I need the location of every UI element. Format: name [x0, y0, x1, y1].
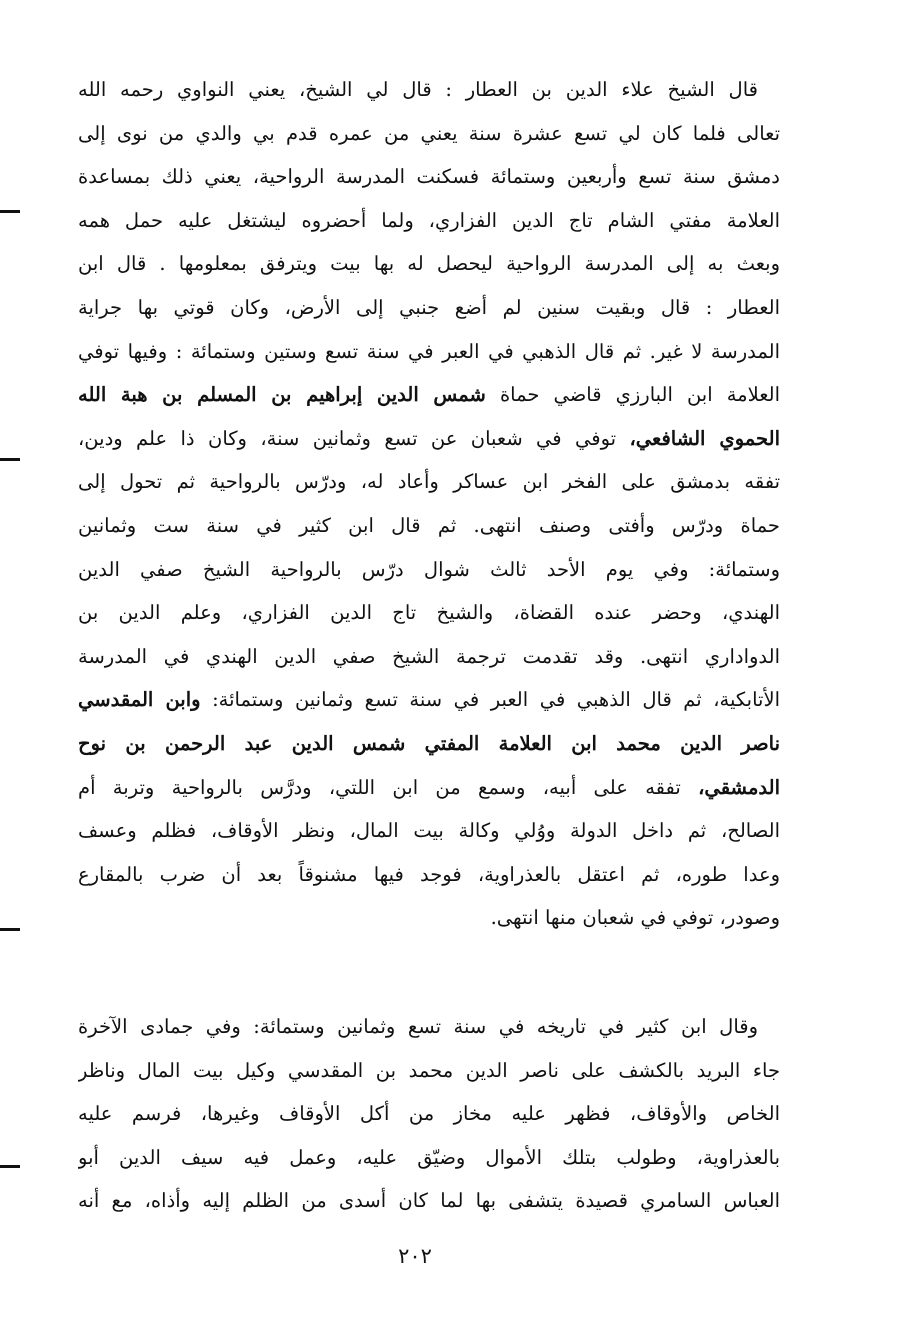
text-line: الصالح، ثم داخل الدولة ووُلي وكالة بيت المال، ونظر الأوقاف، فظلم وعسف — [78, 819, 780, 843]
text-line: بالعذراوية، وطولب بتلك الأموال وضيّق عليه، وعمل فيه سيف الدين أبو — [78, 1145, 780, 1169]
text-line: المدرسة لا غير. ثم قال الذهبي في العبر في سنة تسع وستين وستمائة : وفيها توفي — [78, 339, 780, 363]
text-line: العلامة ابن البارزي قاضي حماة شمس الدين إبراهيم بن المسلم بن هبة الله — [78, 383, 780, 407]
paragraph-1 — [78, 68, 780, 940]
text-line: جاء البريد بالكشف على ناصر الدين محمد بن المقدسي وكيل بيت المال وناظر — [78, 1058, 780, 1082]
text-line: تعالى فلما كان لي تسع عشرة سنة يعني من عمره قدم بي والدي من نوى إلى — [78, 121, 780, 145]
text-line: الدواداري انتهى. وقد تقدمت ترجمة الشيخ صفي الدين الهندي في المدرسة — [78, 644, 780, 668]
text-line: العطار : قال وبقيت سنين لم أضع جنبي إلى الأرض، وكان قوتي بها جراية — [78, 295, 780, 319]
text-line: دمشق سنة تسع وأربعين وستمائة فسكنت المدرسة الرواحية، يعني ذلك بمساعدة — [78, 165, 780, 189]
text-line: الأتابكية، ثم قال الذهبي في العبر في سنة تسع وثمانين وستمائة: وابن المقدسي — [78, 688, 780, 712]
text-line: وصودر، توفي في شعبان منها انتهى. — [490, 906, 780, 930]
text-line: تفقه بدمشق على الفخر ابن عساكر وأعاد له، ودرّس بالرواحية ثم تحول إلى — [78, 470, 780, 494]
text-line: العلامة مفتي الشام تاج الدين الفزاري، ولما أحضروه ليشتغل عليه حمل همه — [78, 208, 780, 232]
paragraph-2 — [78, 1005, 780, 1223]
text-line: ناصر الدين محمد ابن العلامة المفتي شمس الدين عبد الرحمن بن نوح — [78, 731, 780, 755]
text-line: الهندي، وحضر عنده القضاة، والشيخ تاج الدين الفزاري، وعلم الدين بن — [78, 601, 780, 625]
text-line: وعدا طوره، ثم اعتقل بالعذراوية، فوجد فيها مشنوقاً بعد أن ضرب بالمقارع — [78, 862, 780, 886]
margin-mark — [0, 210, 20, 213]
text-line: وقال ابن كثير في تاريخه في سنة تسع وثمانين وستمائة: وفي جمادى الآخرة — [78, 1015, 758, 1038]
margin-mark — [0, 458, 20, 461]
text-line: الدمشقي، تفقه على أبيه، وسمع من ابن اللتي، ودرَّس بالرواحية وتربة أم — [78, 775, 780, 799]
text-line: العباس السامري قصيدة يتشفى بها لما كان أسدى من الظلم إليه وأذاه، مع أنه — [78, 1189, 780, 1213]
text-line: الخاص والأوقاف، فظهر عليه مخاز من أكل الأوقاف وغيرها، فرسم عليه — [78, 1102, 780, 1126]
text-line: الحموي الشافعي، توفي في شعبان عن تسع وثمانين سنة، وكان ذا علم ودين، — [78, 426, 780, 450]
margin-mark — [0, 928, 20, 931]
text-line: قال الشيخ علاء الدين بن العطار : قال لي الشيخ، يعني النواوي رحمه الله — [78, 78, 758, 101]
page-number: ٢٠٢ — [398, 1244, 432, 1268]
text-line: وبعث به إلى المدرسة الرواحية ليحصل له بها بيت ويترفق بمعلومها . قال ابن — [78, 252, 780, 276]
text-line: حماة ودرّس وأفتى وصنف انتهى. ثم قال ابن كثير في سنة ست وثمانين — [78, 513, 780, 537]
text-line: وستمائة: وفي يوم الأحد ثالث شوال درّس بالرواحية الشيخ صفي الدين — [78, 557, 780, 581]
margin-mark — [0, 1165, 20, 1168]
